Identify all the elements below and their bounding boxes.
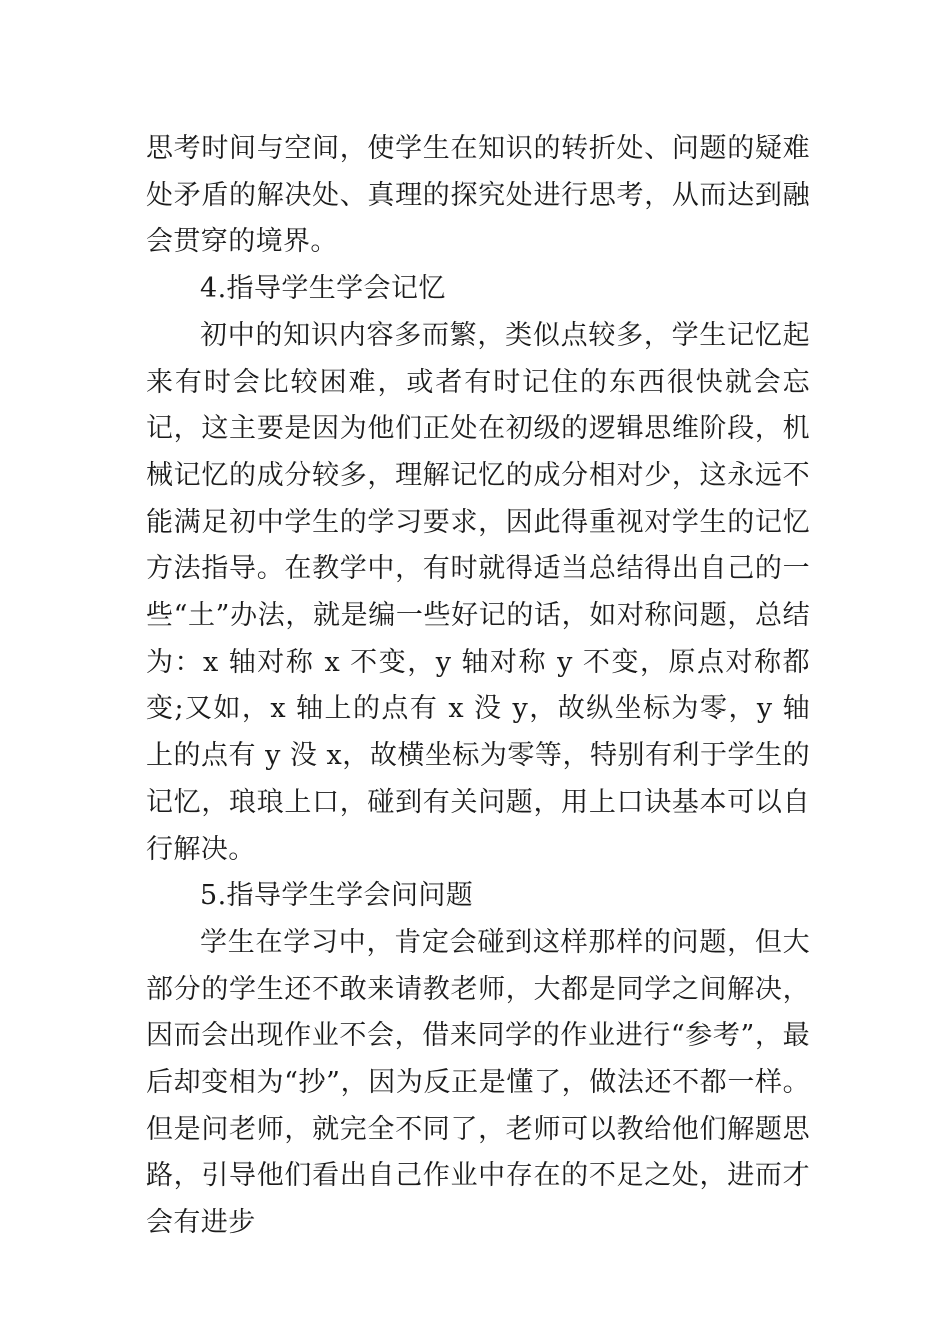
paragraph-memory: 初中的知识内容多而繁，类似点较多，学生记忆起来有时会比较困难，或者有时记住的东西很快就会忘记，这主要是因为他们正处在初级的逻辑思维阶段，机械记忆的成分较多，理解记忆的成分相对少，这永远不能满足初中学生的学习要求，因此得重视对学生的记忆方法指导。在教学中，有时就得适当总结得出自己的一些“土”办法，就是编一些好记的话，如对称问题，总结为：x 轴对称 x 不变，y 轴对称 y 不变，原点对称都变;又如，x 轴上的点有 x 没 y，故纵坐标为零，y 轴上的点有 y 没 x，故横坐标为零等，特别有利于学生的记忆，琅琅上口，碰到有关问题，用上口诀基本可以自行解决。 <box>146 319 810 865</box>
paragraph-questions: 学生在学习中，肯定会碰到这样那样的问题，但大部分的学生还不敢来请教老师，大都是同学之间解决，因而会出现作业不会，借来同学的作业进行“参考”，最后却变相为“抄”，因为反正是懂了，做法还不都一样。但是问老师，就完全不同了，老师可以教给他们解题思路，引导他们看出自己作业中存在的不足之处，进而才会有进步 <box>146 926 810 1239</box>
document-body <box>146 126 810 1247</box>
paragraph-continuation: 思考时间与空间，使学生在知识的转折处、问题的疑难处矛盾的解决处、真理的探究处进行思考，从而达到融会贯穿的境界。 <box>146 133 810 258</box>
section-heading-4: 4.指导学生学会记忆 <box>200 273 446 305</box>
section-heading-5: 5.指导学生学会问问题 <box>200 880 474 912</box>
